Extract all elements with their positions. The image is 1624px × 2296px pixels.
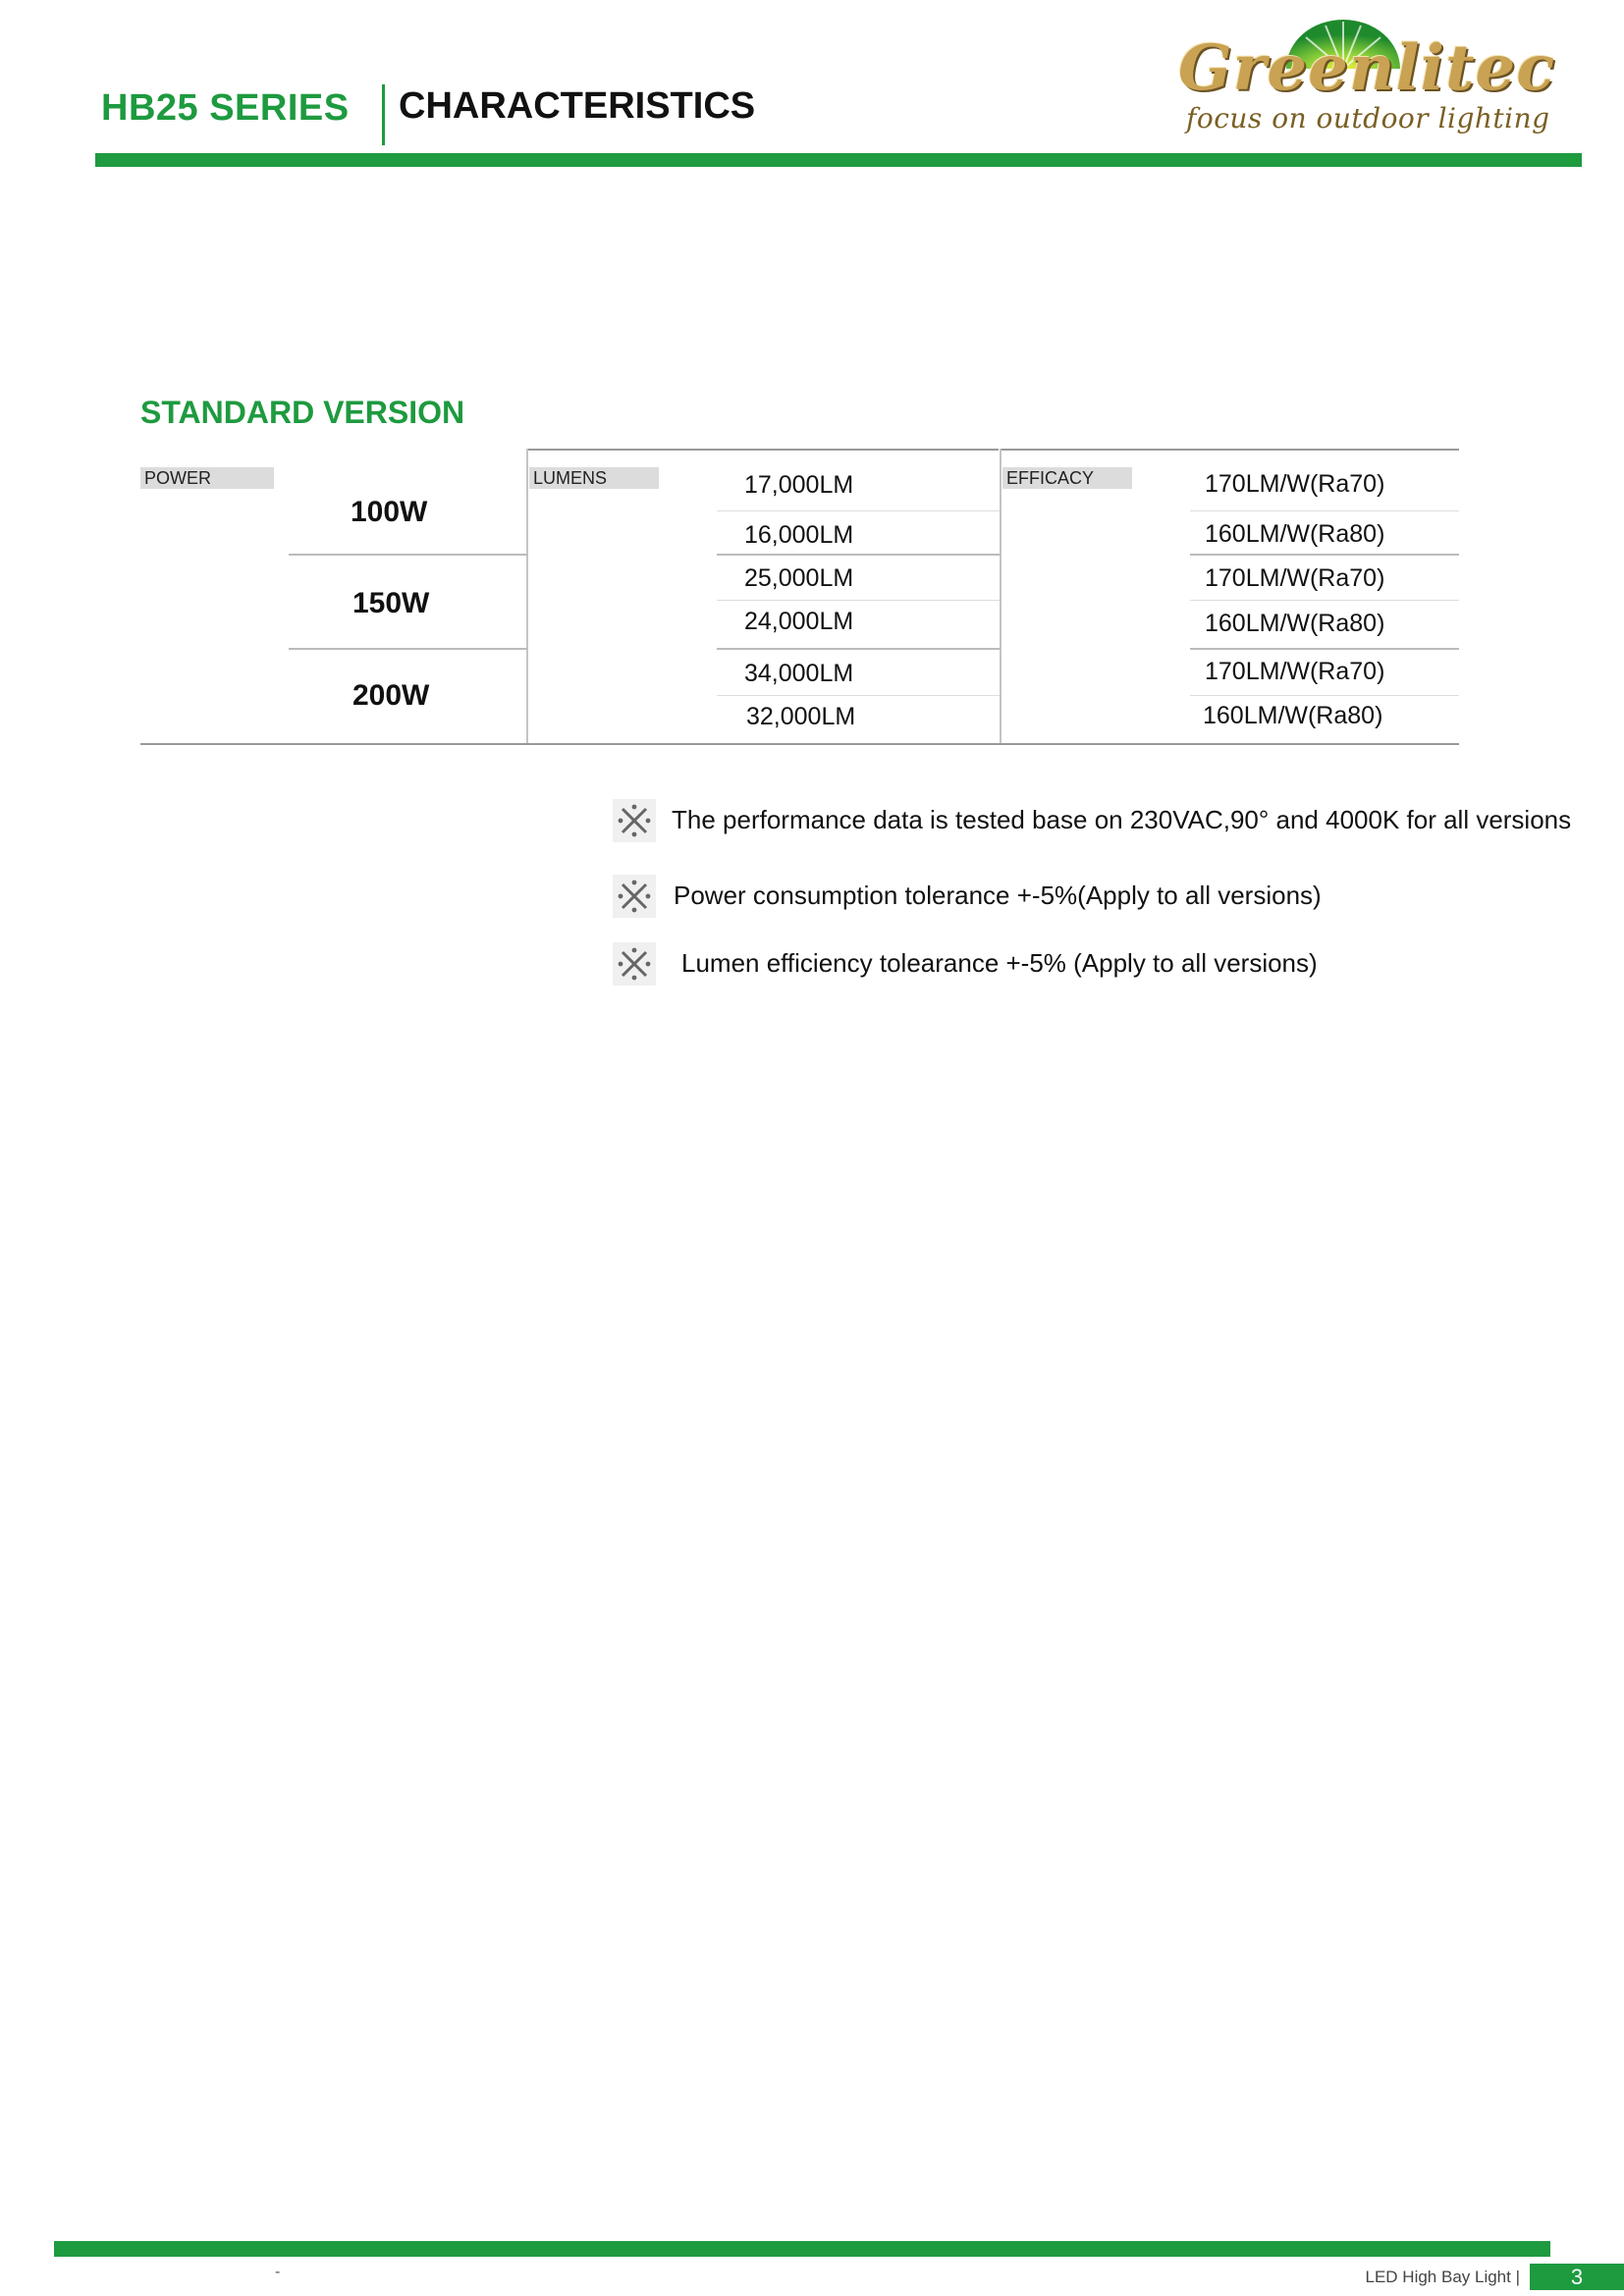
efficacy-header: EFFICACY — [1002, 467, 1132, 489]
power-header: POWER — [140, 467, 274, 489]
lumens-cell: 25,000LM — [744, 564, 854, 592]
note-item — [613, 942, 1359, 986]
efficacy-cell: 160LM/W(Ra80) — [1205, 520, 1385, 548]
note-text: Lumen efficiency tolearance +-5% (Apply to all versions) — [681, 948, 1318, 978]
efficacy-cell: 170LM/W(Ra70) — [1205, 564, 1385, 592]
header-rule — [95, 153, 1582, 167]
logo-tagline: focus on outdoor lighting — [1186, 102, 1550, 134]
lumens-cell: 24,000LM — [744, 608, 854, 635]
lumens-cell: 32,000LM — [746, 703, 856, 730]
lumens-cell: 34,000LM — [744, 660, 854, 687]
lumens-header: LUMENS — [529, 467, 659, 489]
power-cell: 100W — [351, 496, 428, 528]
lumens-cell: 16,000LM — [744, 521, 854, 549]
footer-label: LED High Bay Light | — [1365, 2268, 1520, 2286]
efficacy-cell: 160LM/W(Ra80) — [1205, 610, 1385, 637]
note-item — [613, 875, 1359, 918]
series-title: HB25 SERIES — [101, 87, 350, 129]
note-item — [613, 799, 1604, 842]
brand-logo — [1168, 8, 1561, 145]
header-divider — [382, 84, 385, 145]
lumens-cell: 17,000LM — [744, 471, 854, 499]
reference-mark-icon — [613, 942, 656, 986]
footer-dash: - — [275, 2264, 281, 2280]
spec-table — [140, 449, 1459, 748]
footer-rule — [54, 2241, 1550, 2257]
section-title: STANDARD VERSION — [140, 395, 465, 430]
reference-mark-icon — [613, 875, 656, 918]
note-text: Power consumption tolerance +-5%(Apply to all versions) — [674, 881, 1322, 910]
page-title: CHARACTERISTICS — [399, 85, 756, 127]
efficacy-cell: 170LM/W(Ra70) — [1205, 470, 1385, 498]
power-cell: 200W — [352, 679, 430, 712]
note-text: The performance data is tested base on 230VAC,90° and 4000K for all versions — [672, 805, 1572, 834]
power-cell: 150W — [352, 587, 430, 619]
efficacy-cell: 170LM/W(Ra70) — [1205, 658, 1385, 685]
page-number: 3 — [1530, 2264, 1624, 2290]
efficacy-cell: 160LM/W(Ra80) — [1203, 702, 1383, 729]
reference-mark-icon — [613, 799, 656, 842]
logo-wordmark: Greenlitec — [1178, 31, 1556, 105]
